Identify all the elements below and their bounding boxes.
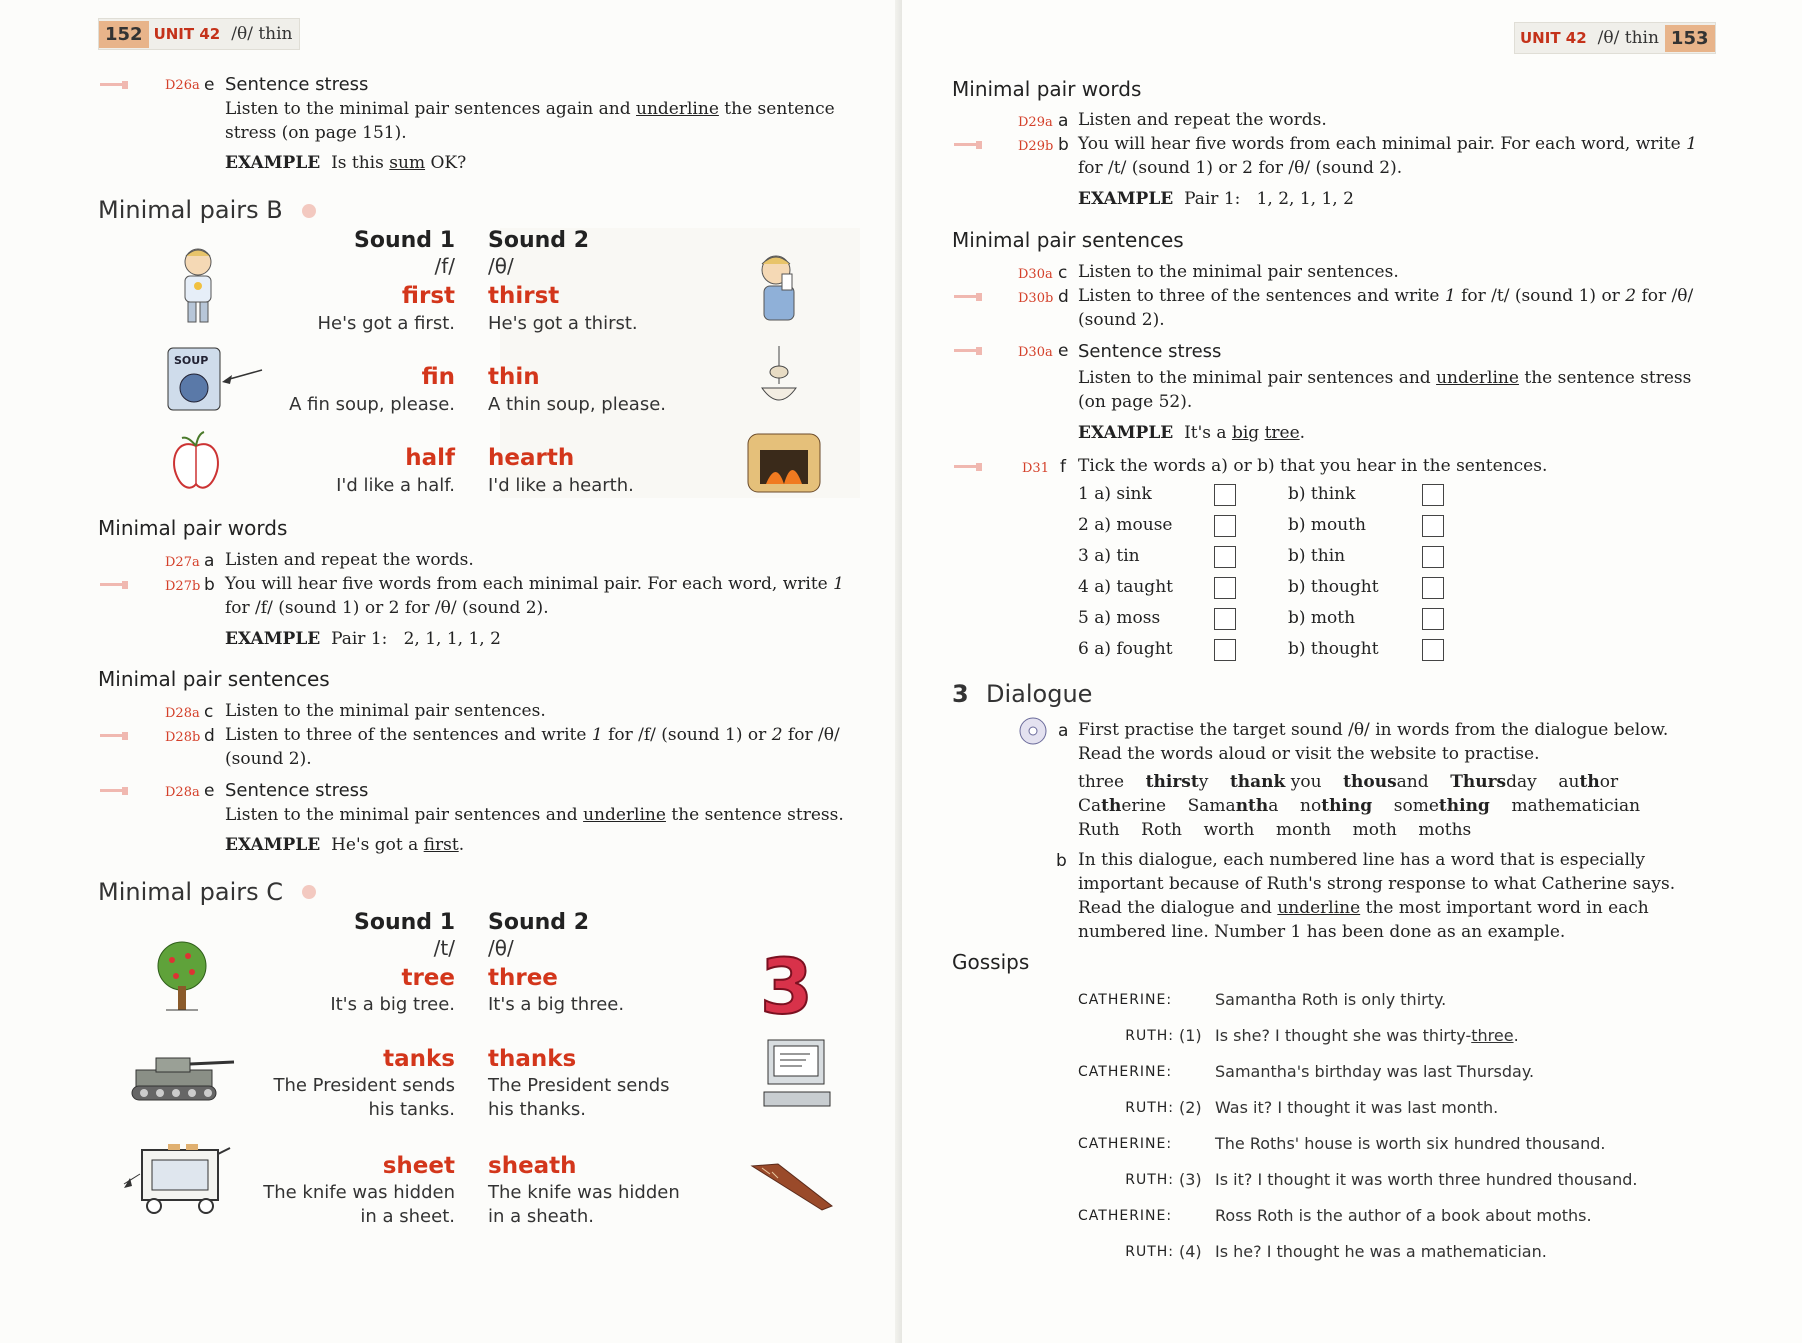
page-header-left: [98, 18, 300, 50]
boy-illustration: [172, 246, 224, 330]
checkbox-b[interactable]: [1422, 546, 1444, 568]
instruction-text: Listen to the minimal pair sentences again and underline the sentence: [225, 99, 835, 119]
option-a: 6 a) fought: [1078, 639, 1173, 659]
sentence-sound1: I'd like a half.: [336, 475, 455, 496]
checkbox-a[interactable]: [1214, 484, 1236, 506]
word-sound1: half: [405, 445, 455, 471]
line-number: (3): [1179, 1170, 1202, 1189]
checkbox-a[interactable]: [1214, 515, 1236, 537]
item-letter: c: [204, 702, 214, 722]
example-text: EXAMPLE He's got a first.: [225, 835, 465, 855]
example-text: EXAMPLE It's a big tree.: [1078, 423, 1306, 443]
unit-sound: /θ/ thin: [1597, 28, 1659, 48]
section-title: Minimal pairs B: [98, 196, 283, 224]
sound2-heading: Sound 2: [488, 910, 589, 935]
sound2-heading: Sound 2: [488, 228, 589, 253]
instruction-text: First practise the target sound /θ/ in words from the dialogue below.: [1078, 720, 1669, 740]
item-letter: b: [1058, 135, 1069, 155]
speaker-name: RUTH:: [1125, 1100, 1174, 1116]
word-sound2: thanks: [488, 1046, 577, 1072]
dialogue-line: Is she? I thought she was thirty-three.: [1215, 1026, 1519, 1045]
sentence-sound2: The President sends his thanks.: [488, 1075, 670, 1120]
sentence-sound1: The knife was hidden in a sheet.: [263, 1182, 455, 1227]
line-number: (2): [1179, 1098, 1202, 1117]
item-title: Sentence stress: [225, 780, 369, 801]
speaker-name: RUTH:: [1125, 1244, 1174, 1260]
word-sound1: fin: [421, 364, 455, 390]
option-b: b) thin: [1288, 546, 1346, 566]
checkbox-b[interactable]: [1422, 608, 1444, 630]
phoneme-2: /θ/: [488, 936, 514, 960]
phoneme-2: /θ/: [488, 254, 514, 278]
phoneme-1: /t/: [433, 936, 455, 960]
option-b: b) think: [1288, 484, 1356, 504]
instruction-text: Read the dialogue and underline the most important word in each: [1078, 898, 1649, 918]
item-letter: e: [204, 781, 215, 801]
section-number: 3: [952, 680, 969, 708]
instruction-text: Tick the words a) or b) that you hear in the sentences.: [1078, 456, 1548, 476]
speaker-name: CATHERINE:: [1078, 1136, 1173, 1152]
word-sound1: tree: [401, 965, 455, 991]
word-sound2: thirst: [488, 283, 560, 309]
key-icon: [954, 346, 986, 356]
cd-icon: [1018, 716, 1048, 746]
instruction-text: Listen and repeat the words.: [225, 550, 474, 570]
item-letter: f: [1060, 457, 1066, 477]
right-page: [902, 0, 1802, 1343]
checkbox-b[interactable]: [1422, 639, 1444, 661]
checkbox-a[interactable]: [1214, 546, 1236, 568]
sentence-sound2: It's a big three.: [488, 994, 625, 1015]
instruction-text: Listen to the minimal pair sentences.: [225, 701, 546, 721]
item-letter: c: [1058, 263, 1068, 283]
instruction-text: numbered line. Number 1 has been done as an example.: [1078, 922, 1566, 942]
instruction-text: for /f/ (sound 1) or 2 for /θ/ (sound 2).: [225, 598, 549, 618]
sound1-heading: Sound 1: [354, 910, 455, 935]
instruction-text: Listen to the minimal pair sentences and underline the sentence stress.: [225, 805, 844, 825]
example-text: EXAMPLE Pair 1: 2, 1, 1, 1, 2: [225, 629, 501, 649]
soup-can-illustration: [166, 344, 266, 416]
sound1-heading: Sound 1: [354, 228, 455, 253]
key-icon: [100, 786, 132, 796]
practice-words-row-3: Ruth Roth worth month moth moths: [1078, 820, 1472, 840]
option-a: 4 a) taught: [1078, 577, 1173, 597]
dialogue-line: Ross Roth is the author of a book about moths.: [1215, 1206, 1592, 1225]
drinking-boy-illustration: [752, 250, 806, 328]
audio-code: D30a: [1018, 345, 1053, 360]
sentence-sound1: He's got a first.: [317, 313, 455, 334]
option-a: 3 a) tin: [1078, 546, 1140, 566]
instruction-text: Listen and repeat the words.: [1078, 110, 1327, 130]
instruction-text: You will hear five words from each minimal pair. For each word, write 1: [225, 574, 844, 594]
speaker-name: RUTH:: [1125, 1028, 1174, 1044]
audio-icon: [302, 204, 316, 218]
fireplace-illustration: [746, 432, 822, 494]
key-icon: [954, 462, 986, 472]
sentence-sound1: The President sends his tanks.: [273, 1075, 455, 1120]
audio-code: D30a: [1018, 267, 1053, 282]
instruction-text: You will hear five words from each minimal pair. For each word, write 1: [1078, 134, 1697, 154]
key-icon: [100, 731, 132, 741]
soup-bowl-illustration: [756, 340, 802, 416]
option-b: b) mouth: [1288, 515, 1367, 535]
section-subtitle: Minimal pair words: [98, 516, 288, 540]
unit-label: UNIT 42: [153, 25, 221, 43]
instruction-text: Read the words aloud or visit the website to practise.: [1078, 744, 1540, 764]
key-icon: [100, 580, 132, 590]
key-icon: [954, 292, 986, 302]
option-b: b) thought: [1288, 639, 1379, 659]
unit-sound: /θ/ thin: [231, 24, 293, 44]
audio-code: D27b: [165, 579, 201, 594]
dialogue-line: Samantha Roth is only thirty.: [1215, 990, 1447, 1009]
key-icon: [954, 140, 986, 150]
word-sound2: three: [488, 965, 558, 991]
checkbox-a[interactable]: [1214, 639, 1236, 661]
section-subtitle: Minimal pair sentences: [952, 228, 1184, 252]
audio-code: D27a: [165, 555, 200, 570]
item-letter: e: [204, 75, 215, 95]
speaker-name: RUTH:: [1125, 1172, 1174, 1188]
dialogue-line: Samantha's birthday was last Thursday.: [1215, 1062, 1535, 1081]
practice-words-row-2: Catherine Samantha nothing something mathematician: [1078, 796, 1641, 816]
item-letter: a: [1058, 111, 1069, 131]
audio-code: D28b: [165, 730, 201, 745]
item-letter: d: [1058, 287, 1069, 307]
instruction-text: (sound 2).: [1078, 310, 1165, 330]
section-subtitle: Minimal pair words: [952, 77, 1142, 101]
item-title: Sentence stress: [225, 74, 369, 95]
item-letter: d: [204, 726, 215, 746]
instruction-text: (sound 2).: [225, 749, 312, 769]
option-b: b) moth: [1288, 608, 1356, 628]
section-title: Minimal pairs C: [98, 878, 284, 906]
item-title: Sentence stress: [1078, 341, 1222, 362]
speaker-name: CATHERINE:: [1078, 1064, 1173, 1080]
checkbox-b[interactable]: [1422, 515, 1444, 537]
key-icon: [100, 80, 132, 90]
line-number: (1): [1179, 1026, 1202, 1045]
sentence-sound1: A fin soup, please.: [289, 394, 455, 415]
word-sound2: hearth: [488, 445, 575, 471]
audio-code: D28a: [165, 785, 200, 800]
item-letter: e: [1058, 341, 1069, 361]
audio-code: D26a: [165, 78, 200, 93]
word-sound2: thin: [488, 364, 540, 390]
instruction-text: Listen to three of the sentences and write 1 for /f/ (sound 1) or 2 for /θ/: [225, 725, 840, 745]
audio-code: D28a: [165, 706, 200, 721]
instruction-text: stress (on page 151).: [225, 123, 407, 143]
instruction-text: Listen to the minimal pair sentences and underline the sentence stress: [1078, 368, 1692, 388]
option-a: 1 a) sink: [1078, 484, 1152, 504]
dialogue-line: The Roths' house is worth six hundred thousand.: [1215, 1134, 1606, 1153]
item-letter: a: [204, 551, 215, 571]
audio-icon: [302, 885, 316, 899]
instruction-text: important because of Ruth's strong response to what Catherine says.: [1078, 874, 1676, 894]
line-number: (4): [1179, 1242, 1202, 1261]
section-subtitle: Minimal pair sentences: [98, 667, 330, 691]
page-number: 153: [1665, 25, 1715, 52]
item-letter: a: [1058, 721, 1069, 741]
dialogue-line: Is he? I thought he was a mathematician.: [1215, 1242, 1547, 1261]
item-letter: b: [1056, 851, 1067, 871]
checkbox-b[interactable]: [1422, 484, 1444, 506]
example-text: EXAMPLE Is this sum OK?: [225, 153, 467, 173]
option-b: b) thought: [1288, 577, 1379, 597]
example-text: EXAMPLE Pair 1: 1, 2, 1, 1, 2: [1078, 189, 1354, 209]
speaker-name: CATHERINE:: [1078, 992, 1173, 1008]
unit-label: UNIT 42: [1520, 29, 1587, 47]
instruction-text: for /t/ (sound 1) or 2 for /θ/ (sound 2).: [1078, 158, 1403, 178]
tank-illustration: [128, 1048, 238, 1106]
option-a: 2 a) mouse: [1078, 515, 1173, 535]
checkbox-a[interactable]: [1214, 577, 1236, 599]
audio-code: D31: [1022, 461, 1049, 476]
phoneme-1: /f/: [434, 254, 455, 278]
trolley-illustration: [122, 1144, 232, 1216]
page-header-right: [1514, 22, 1716, 54]
word-sound2: sheath: [488, 1153, 577, 1179]
computer-illustration: [762, 1036, 832, 1112]
knife-sheath-illustration: [748, 1160, 834, 1214]
word-sound1: first: [401, 283, 455, 309]
dialogue-title: Gossips: [952, 950, 1030, 974]
page-number: 152: [99, 21, 149, 48]
sentence-sound2: The knife was hidden in a sheath.: [488, 1182, 680, 1227]
speaker-name: CATHERINE:: [1078, 1208, 1173, 1224]
audio-code: D29a: [1018, 115, 1053, 130]
sentence-sound2: I'd like a hearth.: [488, 475, 634, 496]
item-letter: b: [204, 575, 215, 595]
instruction-text: In this dialogue, each numbered line has a word that is especially: [1078, 850, 1645, 870]
word-sound1: sheet: [382, 1153, 455, 1179]
audio-code: D29b: [1018, 139, 1054, 154]
sentence-sound1: It's a big tree.: [330, 994, 455, 1015]
left-page: [0, 0, 900, 1343]
section-title: Dialogue: [986, 680, 1093, 708]
instruction-text: (on page 52).: [1078, 392, 1193, 412]
tree-illustration: [152, 938, 212, 1014]
checkbox-b[interactable]: [1422, 577, 1444, 599]
word-sound1: tanks: [383, 1046, 455, 1072]
instruction-text: Listen to three of the sentences and write 1 for /t/ (sound 1) or 2 for /θ/: [1078, 286, 1694, 306]
dialogue-line: Was it? I thought it was last month.: [1215, 1098, 1499, 1117]
checkbox-a[interactable]: [1214, 608, 1236, 630]
apple-illustration: [168, 428, 224, 494]
audio-code: D30b: [1018, 291, 1054, 306]
practice-words-row-1: three thirsty thank you thousand Thursday author: [1078, 772, 1619, 792]
dialogue-line: Is it? I thought it was worth three hundred thousand.: [1215, 1170, 1638, 1189]
instruction-text: Listen to the minimal pair sentences.: [1078, 262, 1399, 282]
sentence-sound2: He's got a thirst.: [488, 313, 638, 334]
sentence-sound2: A thin soup, please.: [488, 394, 667, 415]
soup-can-label: SOUP: [174, 354, 209, 367]
option-a: 5 a) moss: [1078, 608, 1161, 628]
number-three-illustration: 3: [760, 942, 813, 1031]
